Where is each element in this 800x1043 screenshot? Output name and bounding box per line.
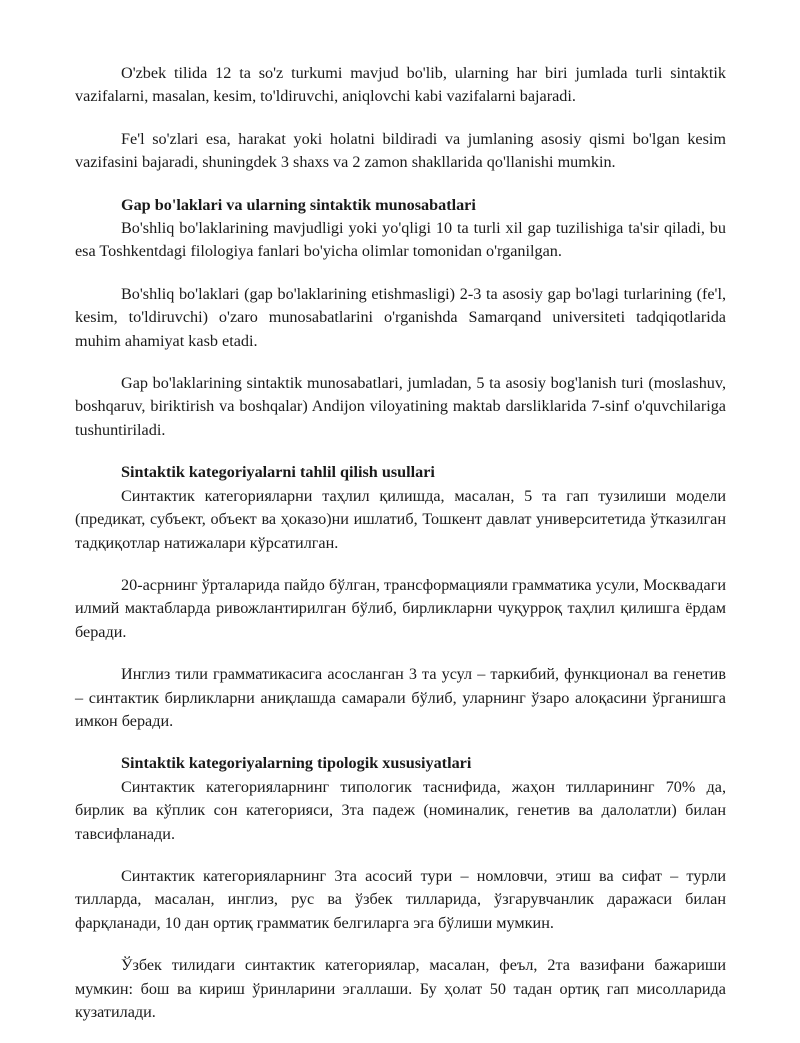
paragraph: Синтактик категорияларни таҳлил қилишда, масалан, 5 та гап тузилиши модели (предикат, субъект, объект ва ҳоказо)ни ишлатиб, Тошкент давлат университетида ўтказилган тадқиқотлар натижалари кўрсатилган. [75,486,726,552]
paragraph: O'zbek tilida 12 ta so'z turkumi mavjud bo'lib, ularning har biri jumlada turli sintaktik vazifalarni, masalan, kesim, to'ldiruvchi, aniqlovchi kabi vazifalarni bajaradi. [75,64,726,106]
paragraph: Bo'shliq bo'laklarining mavjudligi yoki yo'qligi 10 ta turli xil gap tuzilishiga ta'sir qiladi, bu esa Toshkentdagi filologiya fanlari bo'yicha olimlar tomonidan o'rganilgan. [75,219,726,261]
paragraph: 20-асрнинг ўрталарида пайдо бўлган, трансформацияли грамматика усули, Москвадаги илмий мактабларда ривожлантирилган бўлиб, бирликларни чуқурроқ таҳлил қилишга ёрдам беради. [75,575,726,641]
paragraph: Gap bo'laklarining sintaktik munosabatlari, jumladan, 5 ta asosiy bog'lanish turi (moslashuv, boshqaruv, biriktirish va boshqalar) Andijon viloyatining maktab darsliklarida 7-sinf o'quvchilariga tushuntiriladi. [75,374,726,439]
paragraph: Синтактик категорияларнинг типологик таснифида, жаҳон тилларининг 70% да, бирлик ва кўплик сон категорияси, 3та падеж (номиналик, генетив ва далолатли) билан тавсифланади. [75,777,726,843]
section-heading: Sintaktik kategoriyalarni tahlil qilish usullari [121,463,435,482]
paragraph: Bo'shliq bo'laklari (gap bo'laklarining etishmasligi) 2-3 ta asosiy gap bo'lagi turlarining (fe'l, kesim, to'ldiruvchi) o'zaro munosabatlarini o'rganishda Samarqand universiteti tadqiqotlarida muhim ahamiyat kasb etadi. [75,284,726,350]
section-heading: Sintaktik kategoriyalarning tipologik xususiyatlari [121,754,472,773]
paragraph: Синтактик категорияларнинг 3та асосий тури – номловчи, этиш ва сифат – турли тилларда, масалан, инглиз, рус ва ўзбек тилларида, ўзгарувчанлик даражаси билан фарқланади, 10 дан ортиқ грамматик белгиларга эга бўлиши мумкин. [75,866,726,932]
section-heading: Gap bo'laklari va ularning sintaktik munosabatlari [121,195,476,214]
paragraph: Инглиз тили грамматикасига асосланган 3 та усул – таркибий, функционал ва генетив – синтактик бирликларни аниқлашда самарали бўлиб, уларнинг ўзаро алоқасини ўрганишга имкон беради. [75,665,726,730]
document-page [75,62,726,1043]
paragraph: Ўзбек тилидаги синтактик категориялар, масалан, феъл, 2та вазифани бажариши мумкин: бош ва кириш ўринларини эгаллаши. Бу ҳолат 50 тадан ортиқ гап мисолларида кузатилади. [75,956,726,1021]
paragraph: Fe'l so'zlari esa, harakat yoki holatni bildiradi va jumlaning asosiy qismi bo'lgan kesim vazifasini bajaradi, shuningdek 3 shaxs va 2 zamon shakllarida qo'llanishi mumkin. [75,129,726,172]
